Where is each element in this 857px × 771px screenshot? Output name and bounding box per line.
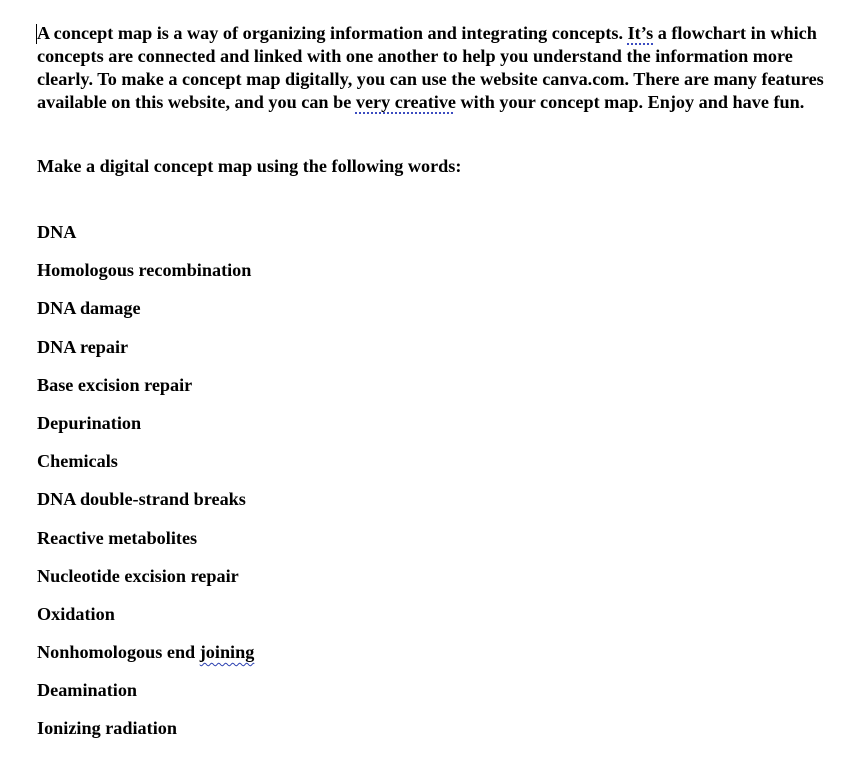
word-item: Depurination bbox=[37, 412, 142, 433]
word-item: Oxidation bbox=[37, 603, 115, 624]
word-item: Deamination bbox=[37, 680, 138, 701]
word-list bbox=[37, 221, 254, 756]
grammar-flag-very-creative[interactable]: very creative bbox=[355, 92, 456, 112]
word-item: Ionizing radiation bbox=[37, 718, 177, 739]
text-cursor bbox=[36, 24, 37, 44]
spelling-flag-joining[interactable]: joining bbox=[199, 642, 255, 663]
word-item: Reactive metabolites bbox=[37, 527, 198, 548]
word-item: Base excision repair bbox=[37, 374, 193, 395]
intro-text-1: A concept map is a way of organizing information and integrating concepts. bbox=[37, 23, 628, 43]
word-item: Nonhomologous end joining bbox=[37, 642, 255, 663]
word-item: Nucleotide excision repair bbox=[37, 565, 239, 586]
word-item: DNA bbox=[37, 222, 77, 242]
word-item: Chemicals bbox=[37, 451, 118, 472]
grammar-flag-its[interactable]: It’s bbox=[627, 23, 654, 43]
instruction-line: Make a digital concept map using the following words: bbox=[37, 156, 462, 176]
word-item: DNA damage bbox=[37, 298, 141, 319]
intro-text-3: with your concept map. Enjoy and have fun. bbox=[455, 92, 805, 112]
word-item: DNA repair bbox=[37, 336, 129, 357]
word-item: Homologous recombination bbox=[37, 260, 252, 281]
word-item: DNA double-strand breaks bbox=[37, 489, 246, 510]
intro-paragraph[interactable] bbox=[37, 22, 827, 114]
intro-text-2: a flowchart in which concepts are connected and linked with one another to help you understand the information more clearly. To make a concept map digitally, you can use the website canva.com. There are many features available on this website, and you can be bbox=[37, 23, 824, 112]
document-page[interactable] bbox=[37, 22, 827, 739]
